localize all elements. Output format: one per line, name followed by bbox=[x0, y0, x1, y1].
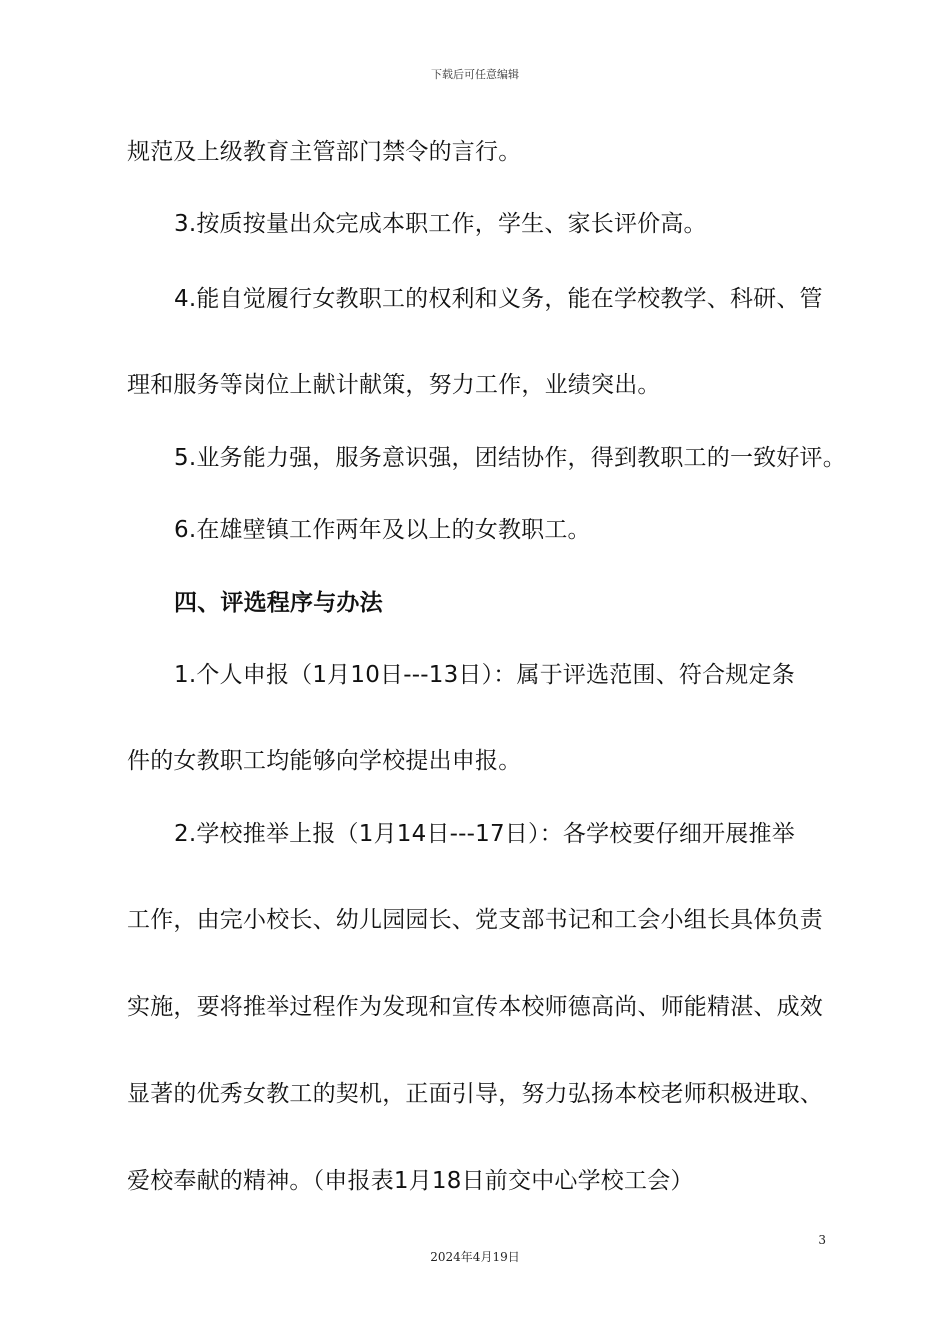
body-line: 规范及上级教育主管部门禁令的言行。 bbox=[127, 139, 522, 165]
body-line: 爱校奉献的精神。（申报表1月18日前交中心学校工会） bbox=[127, 1168, 694, 1194]
body-line: 3.按质按量出众完成本职工作，学生、家长评价高。 bbox=[174, 211, 707, 237]
body-line: 显著的优秀女教工的契机，正面引导，努力弘扬本校老师积极进取、 bbox=[127, 1081, 823, 1107]
section-heading: 四、评选程序与办法 bbox=[174, 590, 383, 616]
body-line: 1.个人申报（1月10日---13日）：属于评选范围、符合规定条 bbox=[174, 662, 795, 688]
body-line: 件的女教职工均能够向学校提出申报。 bbox=[127, 748, 522, 774]
body-line: 工作，由完小校长、幼儿园园长、党支部书记和工会小组长具体负责 bbox=[127, 907, 823, 933]
body-line: 6.在雄壁镇工作两年及以上的女教职工。 bbox=[174, 517, 591, 543]
body-line: 2.学校推举上报（1月14日---17日）：各学校要仔细开展推举 bbox=[174, 821, 795, 847]
page-number: 3 bbox=[818, 1233, 826, 1247]
body-line: 理和服务等岗位上献计献策，努力工作，业绩突出。 bbox=[127, 372, 661, 398]
body-line: 5.业务能力强，服务意识强，团结协作，得到教职工的一致好评。 bbox=[174, 445, 846, 471]
body-line: 实施，要将推举过程作为发现和宣传本校师德高尚、师能精湛、成效 bbox=[127, 994, 823, 1020]
footer-date: 2024年4月19日 bbox=[430, 1250, 520, 1264]
header-note: 下载后可任意编辑 bbox=[431, 68, 519, 81]
body-line: 4.能自觉履行女教职工的权利和义务，能在学校教学、科研、管 bbox=[174, 286, 823, 312]
